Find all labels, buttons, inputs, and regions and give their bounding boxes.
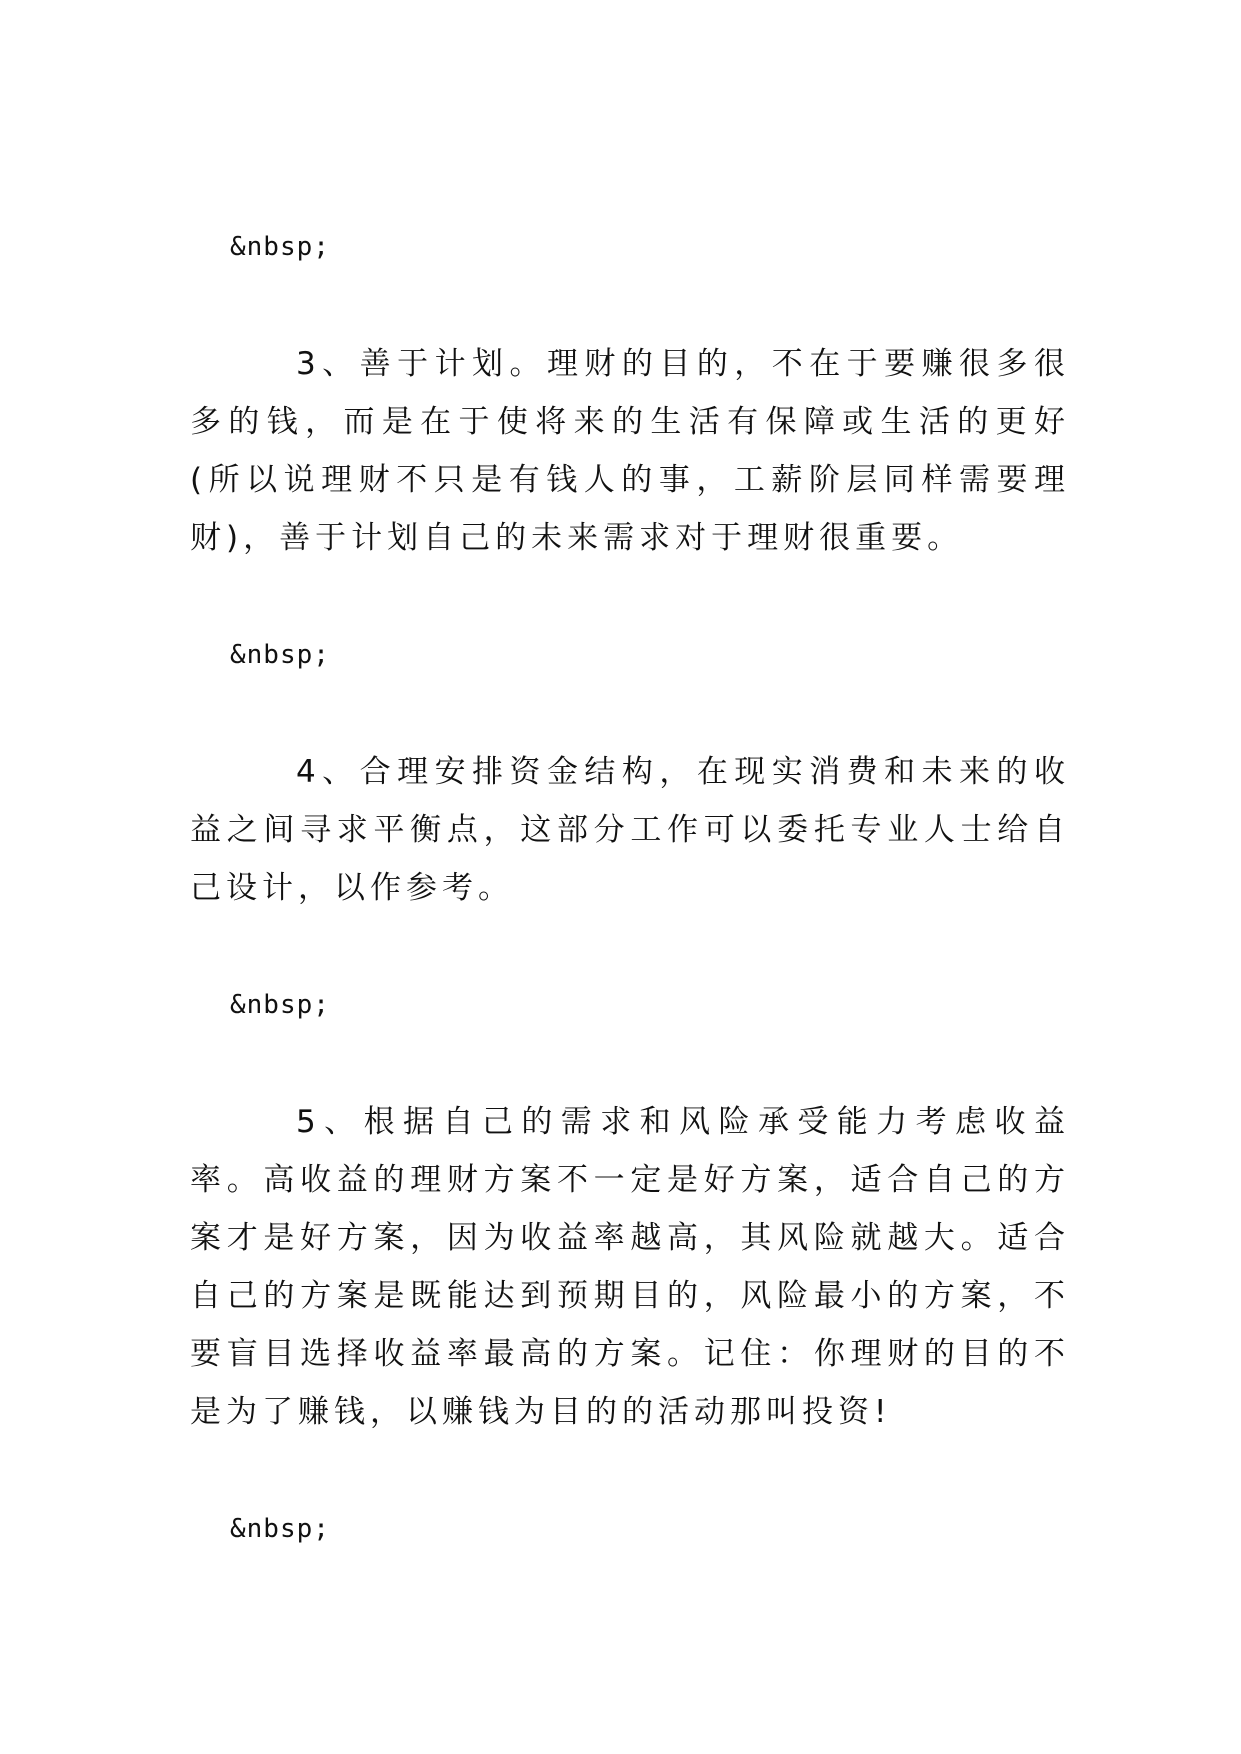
- paragraph-item-3: 3、善于计划。理财的目的，不在于要赚很多很多的钱，而是在于使将来的生活有保障或生活的更好(所以说理财不只是有钱人的事，工薪阶层同样需要理财)，善于计划自己的未来需求对于理财很重要。: [190, 346, 1070, 556]
- nbsp-marker: &nbsp;: [230, 640, 330, 670]
- paragraph-item-5: 5、根据自己的需求和风险承受能力考虑收益率。高收益的理财方案不一定是好方案，适合自己的方案才是好方案，因为收益率越高，其风险就越大。适合自己的方案是既能达到预期目的，风险最小的方案，不要盲目选择收益率最高的方案。记住：你理财的目的不是为了赚钱，以赚钱为目的的活动那叫投资!: [190, 1104, 1070, 1430]
- paragraph-item-4: 4、合理安排资金结构，在现实消费和未来的收益之间寻求平衡点，这部分工作可以委托专业人士给自己设计，以作参考。: [190, 754, 1070, 906]
- nbsp-marker: &nbsp;: [230, 232, 330, 262]
- nbsp-marker: &nbsp;: [230, 990, 330, 1020]
- nbsp-marker: &nbsp;: [230, 1514, 330, 1544]
